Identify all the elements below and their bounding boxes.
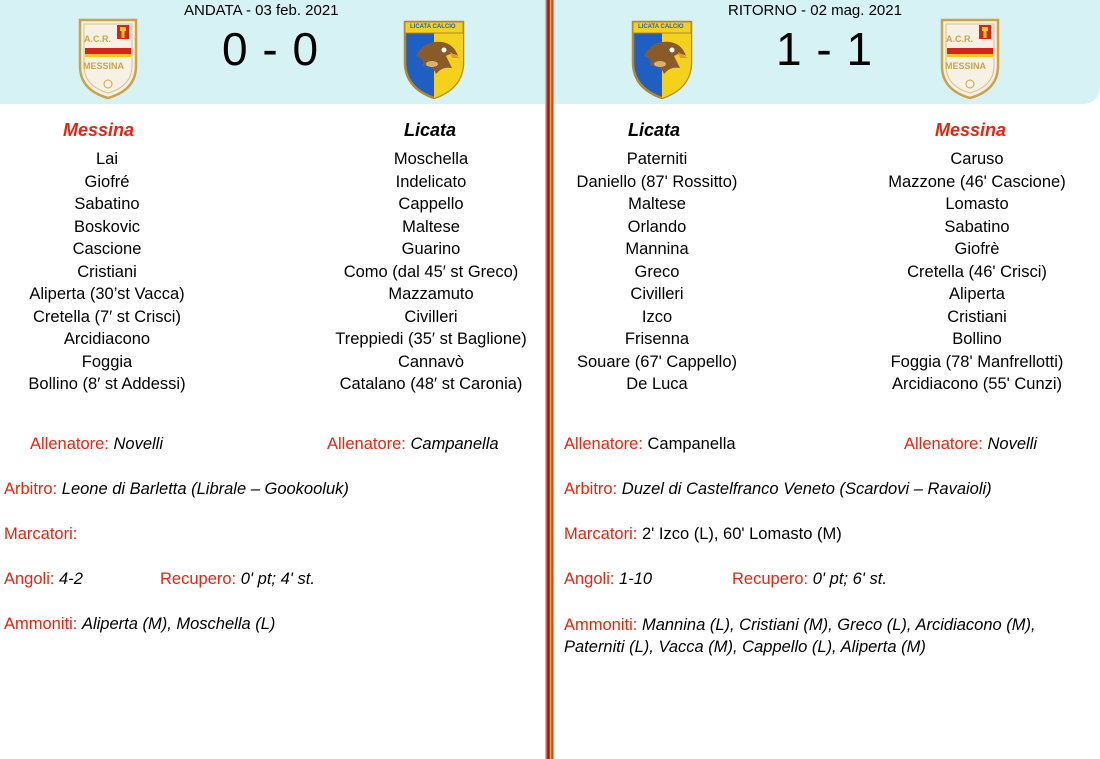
player-item: Treppiedi (35′ st Baglione) [335,330,527,348]
referee-label: Arbitro: [564,480,618,498]
andata-referee [4,480,349,499]
player-item: Orlando [627,217,687,236]
andata-home-coach [30,435,163,454]
player-item: Cascione [72,240,142,258]
player-item: Izco [641,307,673,326]
messina-crest-icon [76,16,140,100]
player-item: Mannina [625,240,689,258]
player-item: Caruso [950,150,1004,168]
ritorno-bookings [564,614,1084,658]
ritorno-home-coach [564,435,736,454]
player-item: Bollino [952,330,1002,348]
corners-label: Angoli: [4,570,55,588]
coach-value: Campanella [410,435,499,453]
ritorno-away-coach [904,435,1037,454]
player-item: Bollino (8′ st Addessi) [28,375,186,393]
ritorno-scorers [564,525,842,544]
player-item: Indelicato [395,172,467,191]
player-item: Foggia [81,352,133,371]
player-item: Boskovic [73,217,141,236]
coach-label: Allenatore: [904,435,983,453]
player-item: Moschella [393,150,469,168]
andata-corners [4,570,83,589]
player-item: Souare (67' Cappello) [577,352,737,371]
ritorno-referee [564,480,992,499]
center-divider [545,0,554,759]
ritorno-panel [554,0,1100,759]
andata-score: 0 - 0 [222,23,320,75]
andata-away-coach [327,435,499,454]
player-item: Aliperta [949,285,1005,303]
andata-bookings [4,615,275,634]
bookings-value: Mannina (L), Cristiani (M), Greco (L), Arcidiacono (M), Paterniti (L), Vacca (M), Cappello (L), Aliperta (M) [564,616,1036,656]
ritorno-away-team-name: Messina [935,120,1007,140]
coach-label: Allenatore: [30,435,109,453]
licata-crest-icon [630,16,694,100]
bookings-label: Ammoniti: [4,615,78,633]
player-item: Como (dal 45′ st Greco) [343,262,519,281]
player-item: Arcidiacono [63,330,151,348]
ritorno-home-team-name: Licata [628,120,681,140]
referee-value: Leone di Barletta (Librale – Gookooluk) [61,480,349,498]
stoppage-label: Recupero: [160,570,237,588]
bookings-value: Aliperta (M), Moschella (L) [81,615,276,633]
bookings-label: Ammoniti: [564,616,638,634]
ritorno-corners [564,570,652,589]
player-item: Cretella (46' Crisci) [907,262,1047,281]
ritorno-label: RITORNO - 02 mag. 2021 [728,2,902,19]
andata-stoppage [160,570,315,589]
crest-text-top: A.C.R. [84,34,111,44]
player-item: Cristiani [947,307,1007,326]
messina-crest-icon [938,16,1002,100]
ritorno-stoppage [732,570,887,589]
player-item: Maltese [402,217,460,236]
player-item: Aliperta (30’st Vacca) [29,285,185,303]
crest-text-bottom: MESSINA [83,61,125,71]
crest-text-top: LICATA CALCIO [410,24,456,30]
player-item: Sabatino [74,195,140,213]
player-item: Giofrè [954,240,1000,258]
corners-value: 1-10 [619,570,653,588]
coach-label: Allenatore: [564,435,643,453]
coach-value: Novelli [987,435,1038,453]
stoppage-value: 0' pt; 4' st. [240,570,315,588]
player-item: Cretella (7′ st Crisci) [33,307,181,326]
andata-home-team-name: Messina [63,120,135,140]
corners-label: Angoli: [564,570,615,588]
player-item: Paterniti [626,150,688,168]
corners-value: 4-2 [59,570,83,588]
player-item: Catalano (48′ st Caronia) [339,375,523,393]
andata-away-team-name: Licata [404,120,457,140]
referee-label: Arbitro: [4,480,58,498]
player-item: Giofré [84,172,130,191]
crest-text-top: LICATA CALCIO [638,24,684,30]
player-item: Daniello (87' Rossitto) [576,172,738,191]
ritorno-score: 1 - 1 [776,23,874,75]
player-item: Sabatino [944,217,1010,236]
licata-crest-icon [402,16,466,100]
player-item: Cannavò [397,352,465,371]
stoppage-label: Recupero: [732,570,809,588]
ritorno-home-lineup [560,148,754,396]
player-item: Frisenna [624,330,690,348]
andata-scorers [4,525,77,544]
player-item: Arcidiacono (55' Cunzi) [891,375,1063,393]
player-item: Civilleri [404,307,458,326]
stoppage-value: 0' pt; 6' st. [812,570,887,588]
scorers-label: Marcatori: [564,525,638,543]
player-item: Lai [95,150,119,168]
ritorno-away-lineup [870,148,1084,396]
player-item: Mazzone (46' Cascione) [888,172,1066,191]
player-item: Civilleri [630,285,684,303]
player-item: Cristiani [77,262,137,281]
player-item: Cappello [398,195,464,213]
andata-away-lineup [318,148,544,396]
player-item: Lomasto [945,195,1009,213]
crest-text-bottom: MESSINA [945,61,987,71]
andata-panel [0,0,545,759]
referee-value: Duzel di Castelfranco Veneto (Scardovi – Ravaioli) [621,480,992,498]
player-item: Foggia (78' Manfrellotti) [890,352,1064,371]
scorers-label: Marcatori: [4,525,78,543]
player-item: Maltese [628,195,686,213]
player-item: Greco [634,262,680,281]
player-item: De Luca [626,375,688,393]
scorers-value: 2' Izco (L), 60' Lomasto (M) [641,525,842,543]
player-item: Guarino [401,240,461,258]
andata-label: ANDATA - 03 feb. 2021 [184,2,339,19]
crest-text-top: A.C.R. [946,34,973,44]
player-item: Mazzamuto [388,285,474,303]
coach-value: Campanella [647,435,736,453]
coach-value: Novelli [113,435,164,453]
andata-home-lineup [12,148,202,396]
coach-label: Allenatore: [327,435,406,453]
